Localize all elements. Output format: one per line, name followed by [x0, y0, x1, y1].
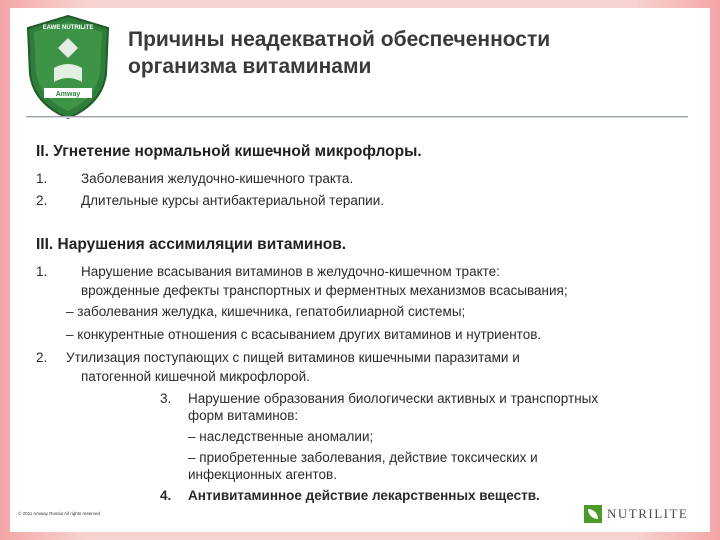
s3-item-1-num: 1. — [36, 264, 48, 279]
s3-item-2-num: 2. — [36, 350, 48, 365]
logo-banner-text: Amway — [55, 91, 81, 98]
copyright-text: © 2011 Amway Russia All rights reserved — [18, 511, 101, 516]
s3-item-3-num: 3. — [160, 391, 172, 406]
s3-item-3-sub-2-line-1: – приобретенные заболевания, действие токсических и — [188, 450, 538, 465]
s2-item-1-text: Заболевания желудочно-кишечного тракта. — [81, 171, 354, 186]
s3-item-1-line-2: врожденные дефекты транспортных и ферментных механизмов всасывания; — [81, 283, 568, 298]
s3-item-4-num: 4. — [160, 488, 172, 503]
s2-item-2-text: Длительные курсы антибактериальной терапии. — [81, 193, 384, 208]
brand-text: NUTRILITE — [607, 506, 689, 521]
s3-item-3-sub-1: – наследственные аномалии; — [188, 429, 374, 444]
s3-item-3-line-1: Нарушение образования биологически активных и транспортных — [188, 391, 599, 406]
s3-item-3-line-2: форм витаминов: — [188, 408, 299, 423]
page-title — [128, 26, 688, 80]
s3-item-1-sub-1: – заболевания желудка, кишечника, гепатобилиарной системы; — [66, 304, 466, 319]
section-2-heading: II. Угнетение нормальной кишечной микрофлоры. — [36, 143, 422, 160]
nutrilite-shield-logo — [22, 12, 114, 122]
logo-top-text: EAWE NUTRILITE — [42, 25, 94, 31]
leaf-icon — [584, 505, 602, 523]
s3-item-4-text: Антивитаминное действие лекарственных веществ. — [188, 488, 540, 503]
title-divider — [26, 116, 688, 117]
s3-item-2-line-2: патогенной кишечной микрофлорой. — [81, 369, 310, 384]
nutrilite-brand — [584, 503, 688, 525]
title-line-1: Причины неадекватной обеспеченности — [128, 28, 551, 51]
s3-item-2-line-1: Утилизация поступающих с пищей витаминов кишечными паразитами и — [66, 350, 520, 365]
s3-item-1-sub-2: – конкурентные отношения с всасыванием других витаминов и нутриентов. — [66, 327, 542, 342]
section-3-heading: III. Нарушения ассимиляции витаминов. — [36, 236, 347, 253]
s3-item-1-line-1: Нарушение всасывания витаминов в желудочно-кишечном тракте: — [81, 264, 500, 279]
title-line-2: организма витаминами — [128, 55, 372, 78]
s2-item-1-num: 1. — [36, 171, 48, 186]
s2-item-2-num: 2. — [36, 193, 48, 208]
s3-item-3-sub-2-line-2: инфекционных агентов. — [188, 467, 337, 482]
